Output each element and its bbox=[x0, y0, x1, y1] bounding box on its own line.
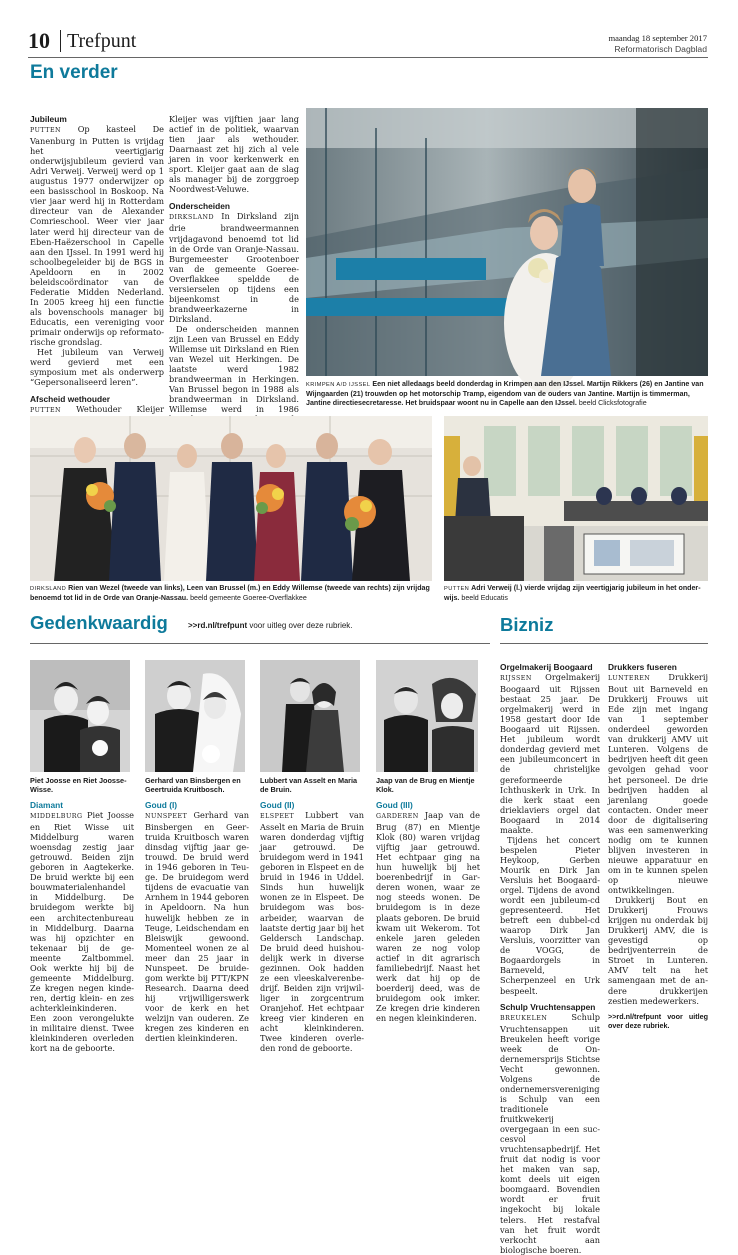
gedenkwaardig-title: Gedenkwaardig bbox=[30, 612, 168, 633]
place-label: MIDDELBURG bbox=[30, 813, 83, 821]
schulp-heading: Schulp Vruchtensappen bbox=[500, 1001, 596, 1012]
reference-link[interactable]: >>rd.nl/trefpunt bbox=[188, 621, 248, 630]
place-label: LUNTEREN bbox=[608, 675, 651, 683]
place-label: DIRKSLAND bbox=[30, 586, 67, 592]
drukkers-text: Drukkerij Bout uit Barneveld en Drukkerij Frouws uit Ede zijn met ingang van 1 september onderdeel geworden van drukkerij AMV uit Lunteren. Volgens de bedrijven heeft dit geen gevolgen gehad voor het personeel. De drie bedrijven hadden al jarenlang goede contacten. Onder meer door de digitalisering was een samenwerking nodig om te kunnen blijven investeren in nieuwe apparatuur en om in te kunnen spelen op nieuwe ontwikkelingen. bbox=[608, 672, 708, 896]
anniversary-label: Goud (III) bbox=[376, 800, 413, 810]
photo-credit: beeld Clicksfotografie bbox=[578, 399, 647, 407]
header-rule bbox=[28, 57, 708, 58]
anniversary-text: Lubbert van Asselt en Maria de Bruin waren donderdag vijftig jaar getrouwd. De bruidegom werd in 1941 geboren in Elspeet en de bruid in 1946 in Uddel. Sinds hun huwelijk wonen ze in Elspeet. De bruidegom was bosarbeider, waarvan de laatste dertig jaar bij het Geldersch Landschap. De bruid deed huishoudelijk werk in diverse gezinnen. Ook hadden ze een vleeskalverenbedrijf. Beiden zijn vrijwilliger in zorgcentrum Oranjehof. Het echtpaar kreeg vier kinderen en acht kleinkinderen. Twee kinderen overleden rond de geboorte. bbox=[260, 810, 364, 1054]
bizniz-title: Bizniz bbox=[500, 614, 554, 635]
gedenkwaardig-rule bbox=[30, 643, 490, 644]
place-label: PUTTEN bbox=[30, 127, 62, 135]
reference-text: voor uitleg over deze rubriek. bbox=[249, 621, 353, 630]
anniversary-text: Gerhard van Binsbergen en Geertruida Kruitbosch waren dinsdag vijftig jaar getrouwd. De bruid werd in 1946 geboren in Teuge. De bruidegom werd tijdens de evacuatie van Arnhem in 1944 geboren in Apeldoorn. Na hun huwelijk hebben ze in Teuge, Leidschendam en Bleiswijk gewoond. Momenteel wonen ze al meer dan 25 jaar in Nunspeet. De bruidegom werkte bij PTT/KPN Research. Daarna deed hij vrijwilligerswerk voor de kerk en het welzijn van ouderen. Ze kregen zes kinderen en dertien kleinkinderen. bbox=[145, 810, 249, 1044]
gedenkwaardig-reference bbox=[188, 621, 353, 630]
jubileum-text-2: Het jubileum van Verweij werd gevierd met een symposium met als onderwerp “Gepersonaliseerd leren”. bbox=[30, 347, 164, 388]
anniversary-entry bbox=[30, 800, 134, 1053]
anniversary-text: Jaap van de Brug (87) en Mientje Klok (80) waren vrijdag vijftig jaar getrouwd. Het echtpaar ging na hun huwelijk bij het boerenbedrijf in Garderen wonen, waar ze nog steeds wonen. De bruidegom is in deze plaats geboren. De bruid kwam uit Wekerom. Tot enkele jaren geleden waren ze nog volop actief in dit agrarisch familiebedrijf. Naast het werk dat hij op de boerderij deed, was de bruidegom ook imker. Ze kregen drie kinderen en negen kleinkinderen. bbox=[376, 810, 480, 1023]
place-label: PUTTEN bbox=[30, 407, 62, 415]
anniversary-text: Piet Joosse en Riet Wisse uit Middelburg waren woensdag zestig jaar getrouwd. Beiden zijn geboren in Aagtekerke. De bruid werkte bij een bouwmaterialenhandel in Middelburg. De bruidegom werkte bij een architectenbureau in Middelburg. Daarna was hij opzichter en tekenaar bij de gemeente Zaltbommel. Ook werkte hij bij de gemeente Middelburg. Ze kregen negen kinderen, dertig klein- en zes achterkleinkinderen. Een zoon verongelukte in militaire dienst. Twee kleinkinderen overleden kort na de geboorte. bbox=[30, 810, 134, 1054]
caption-text: Rien van Wezel (tweede van links), Leen van Brussel (m.) en Eddy Willemse (tweede van rechts) zijn vrijdag benoemd tot lid in de Orde van Oranje-Nassau. bbox=[30, 584, 430, 602]
portrait-caption: Piet Joosse en Riet Joosse-Wisse. bbox=[30, 776, 127, 795]
portrait-caption: Gerhard van Binsbergen en Geertruida Kruitbosch. bbox=[145, 776, 241, 795]
symposium-photo bbox=[444, 416, 708, 581]
place-label: KRIMPEN A/D IJSSEL bbox=[306, 382, 371, 388]
afscheid-text: Wethouder Kleijer bbox=[76, 404, 164, 415]
schulp-text: Schulp Vruchtensappen uit Breukelen heeft vorige week de Ondernemersprijs Stichtse Vecht gewonnen. Volgens de ondernemersvereniging is Schulp van een traditionele fruitkwekerij overgegaan in een succesvol vruchtensapbedrijf. Het fruit dat nodig is voor het maken van sap, komt deels uit eigen boomgaard. Bovendien wordt er fruit ingekocht bij lokale telers. Het restafval van het fruit wordt verkocht aan biologische boeren. bbox=[500, 1011, 600, 1255]
anniversary-entry bbox=[260, 800, 364, 1053]
symposium-caption bbox=[444, 584, 708, 603]
bizniz-column-2 bbox=[608, 662, 708, 1030]
portrait-photo bbox=[30, 660, 130, 772]
firemen-caption bbox=[30, 584, 432, 603]
onderscheiden-heading: Onderscheiden bbox=[169, 201, 230, 212]
onderscheiden-text-2: De onderscheiden mannen zijn Leen van Brussel en Eddy Willemse uit Dirksland en Rien van Wezel uit Herkingen. De laatste werd 1982 brandweerman in Herkingen. Van Brussel begon in 1988 als brandweerman in Dirksland. Willemse werd in 1986 bbox=[169, 323, 299, 415]
newspaper-name: Reformatorisch Dagblad bbox=[614, 44, 707, 54]
place-label: DIRKSLAND bbox=[169, 214, 215, 222]
bizniz-reference bbox=[608, 1012, 708, 1030]
bizniz-rule bbox=[500, 643, 708, 644]
boogaard-text: Orgelmakerij Boogaard uit Rijssen bestaat 25 jaar. De orgelmakerij werd in 1958 gestart door Ide Boogaard uit Rijssen. Het jubileum wordt donderdag gevierd met een jubileumconcert in de christelijke gereformeerde Ichthuskerk in Urk. In die kerk staat een drieklaviers orgel dat Boogaard in 2014 maakte. bbox=[500, 672, 600, 835]
firemen-photo bbox=[30, 416, 432, 581]
anniversary-entry bbox=[376, 800, 480, 1023]
wedding-photo bbox=[306, 108, 708, 376]
place-label: RIJSSEN bbox=[500, 675, 532, 683]
photo-credit: beeld Educatis bbox=[461, 594, 508, 602]
boogaard-text-2: Tijdens het concert bespelen Pieter Heykoop, Gerben Mourik en Dirk Jan Versluis het Boogaardorgel. Tijdens de avond wordt een jubileum-cd gepresenteerd. Het betreft een dubbel-cd waarop Dirk Jan Versluis, voorzitter van de VOGG, de Bogaardorgels in Barneveld, Scherpenzeel en Urk bespeelt. bbox=[500, 834, 600, 996]
page-number: 10 bbox=[28, 28, 50, 53]
place-label: NUNSPEET bbox=[145, 813, 188, 821]
drukkers-heading: Drukkers fuseren bbox=[608, 662, 677, 672]
caption-text: Een niet alledaags beeld donderdag in Krimpen aan den IJssel. Martijn Rikkers (26) en Jantine van Wijngaarden (21) trouwden op het motorschip Tramp, eigendom van de ouders van Jantine. Martijn is timmerman, Jantine directiesecretaresse. Het bruidspaar woont nu in Capelle aan den IJssel. bbox=[306, 380, 704, 407]
anniversary-entry bbox=[145, 800, 249, 1043]
caption-text: Adri Verweij (l.) vierde vrijdag zijn veertigjarig jubileum in het onderwijs. bbox=[444, 584, 701, 602]
place-label: ELSPEET bbox=[260, 813, 295, 821]
afscheid-text-2: Kleijer was vijftien jaar lang actief in de politiek, waarvan tien jaar als wethouder. Daarnaast zet hij zich al vele jaren in voor kerkenwerk en sport. Kleijer gaat aan de slag als manager bij de zorggroep Noordwest-Veluwe. bbox=[169, 114, 299, 195]
reference-link[interactable]: >>rd.nl/trefpunt bbox=[608, 1011, 662, 1021]
drukkers-text-2: Drukkerij Bout en Drukkerij Frouws krijgen nu onderdak bij Drukkerij AMV, die is gevestigd op bedrijventerrein de Stroet in Lunteren. AMV telt na het samengaan met de andere drukkerijen zestien medewerkers. bbox=[608, 895, 708, 1006]
place-label: GARDEREN bbox=[376, 813, 419, 821]
column-jubileum bbox=[30, 114, 164, 467]
issue-date: maandag 18 september 2017 bbox=[608, 33, 707, 43]
anniversary-label: Goud (I) bbox=[145, 800, 178, 810]
portrait-caption: Jaap van de Brug en Mientje Klok. bbox=[376, 776, 475, 795]
boogaard-heading: Orgelmakerij Boogaard bbox=[500, 662, 593, 672]
jubileum-text: Op kasteel De Vanenburg in Putten is vrijdag het veertigjarig onderwijsjubileum gevierd van Adri Verweij. Verweij werd op 1 augustus 1977 onderwijzer op een basisschool in Boskoop. Na vier jaar werd hij in Rotterdam directeur van de Alexander Comrieschool. Weer vier jaar later werd hij directeur van de Eben-Haëzerschool in Capelle aan den IJssel. In 1991 werd hij schoolbegeleider bij de BGS in Apeldoorn en in 2002 beleidscoördinator van de Federatie Midden Nederland. In 2005 kreeg hij een functie als bovenschools manager bij Educatis, een vereniging voor primair onderwijs op reformatorische grondslag. bbox=[30, 124, 164, 348]
header-divider bbox=[60, 30, 61, 52]
wedding-caption bbox=[306, 380, 708, 408]
bizniz-column-1 bbox=[500, 662, 600, 1255]
place-label: BREUKELEN bbox=[500, 1014, 548, 1022]
portrait-photo bbox=[260, 660, 360, 772]
afscheid-heading: Afscheid wethouder bbox=[30, 394, 111, 405]
jubileum-heading: Jubileum bbox=[30, 114, 67, 124]
onderscheiden-text: In Dirksland zijn drie brandweermannen vrijdagavond benoemd tot lid in de Orde van Oranje-Nassau. Burgemeester Grootenboer van de gemeente Goeree-Overflakkee speldde de versierselen op tijdens een bijeenkomst in de brandweerkazerne in Dirksland. bbox=[169, 211, 299, 324]
reference-text: voor uitleg over deze rubriek. bbox=[608, 1011, 708, 1030]
anniversary-label: Diamant bbox=[30, 800, 64, 810]
anniversary-label: Goud (II) bbox=[260, 800, 295, 810]
portrait-caption: Lubbert van Asselt en Maria de Bruin. bbox=[260, 776, 358, 795]
place-label: PUTTEN bbox=[444, 586, 470, 592]
en-verder-title: En verder bbox=[30, 62, 118, 83]
portrait-photo bbox=[376, 660, 478, 772]
section-name: Trefpunt bbox=[67, 30, 137, 52]
photo-credit: beeld gemeente Goeree-Overflakkee bbox=[190, 594, 307, 602]
portrait-photo bbox=[145, 660, 245, 772]
